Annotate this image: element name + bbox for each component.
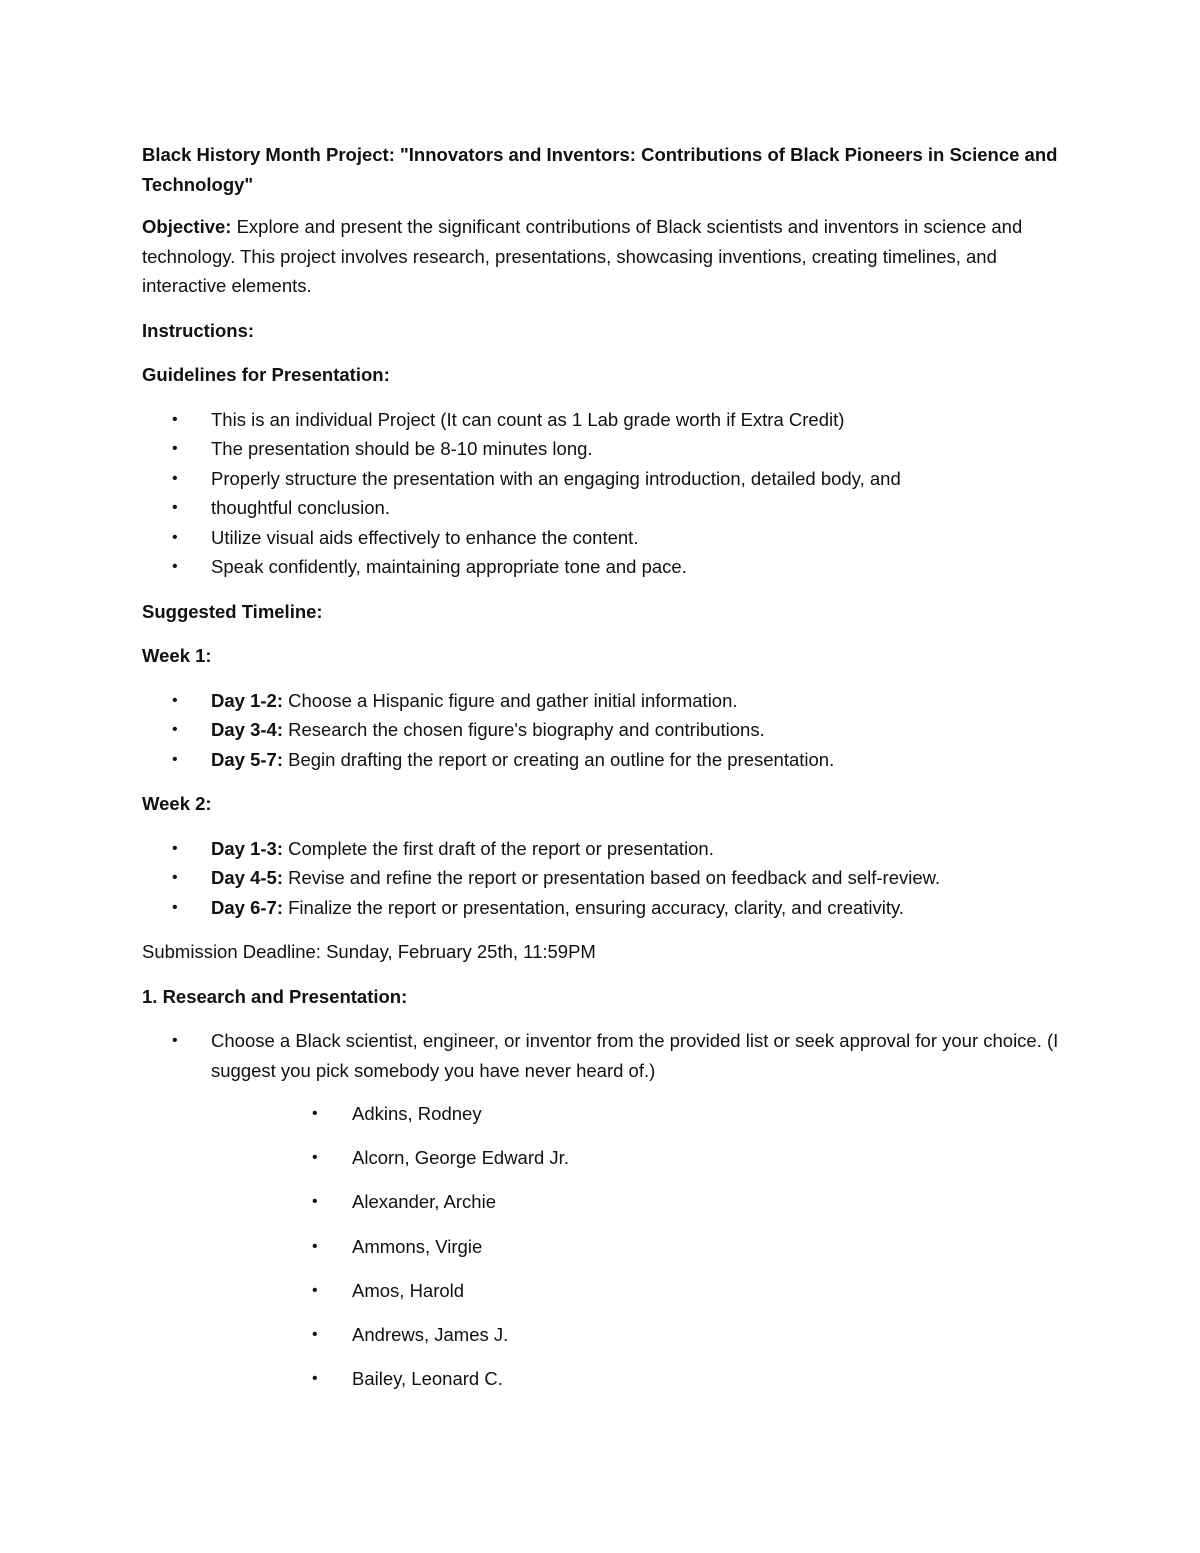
objective-label: Objective: [142, 216, 232, 237]
week-1-list [142, 686, 1062, 775]
document-page [142, 140, 1062, 1409]
instructions-heading: Instructions: [142, 319, 255, 341]
name-item: • Adkins, Rodney [211, 1099, 1062, 1129]
list-item: • Day 3-4: Research the chosen figure's biography and contributions. [142, 715, 1062, 745]
names-list [211, 1099, 1062, 1394]
bullet-icon: • [312, 1370, 318, 1388]
objective-text: Explore and present the significant contributions of Black scientists and inventors in science and technology. This project involves research, presentations, showcasing inventions, creating timelines, and interactive elements. [142, 216, 1023, 296]
bullet-icon: • [172, 839, 178, 857]
name-item: • Amos, Harold [211, 1276, 1062, 1306]
objective-paragraph [142, 212, 1062, 301]
bullet-icon: • [312, 1193, 318, 1211]
bullet-icon: • [312, 1149, 318, 1167]
guidelines-heading: Guidelines for Presentation: [142, 364, 390, 385]
list-item: • Day 1-2: Choose a Hispanic figure and gather initial information. [142, 686, 1062, 716]
list-item: • Properly structure the presentation with an engaging introduction, detailed body, and [142, 464, 1062, 494]
bullet-icon: • [312, 1281, 318, 1299]
list-item: • Choose a Black scientist, engineer, or inventor from the provided list or seek approval for your choice. (I suggest you pick somebody you have never heard of.) • Adkins, Rodney • Alcorn, George Edward Jr. • Alexander, Archie • Ammons, Virgie • Amos, Harold • Andrews, James J. • Bailey, Leonard C. [142, 1026, 1062, 1394]
document-title: Black History Month Project: "Innovators and Inventors: Contributions of Black Pioneers in Science and Technology" [142, 144, 1058, 195]
name-item: • Bailey, Leonard C. [211, 1364, 1062, 1394]
bullet-icon: • [312, 1325, 318, 1343]
list-item: • Day 6-7: Finalize the report or presentation, ensuring accuracy, clarity, and creativity. [142, 893, 1062, 923]
bullet-icon: • [172, 499, 178, 516]
bullet-icon: • [172, 558, 178, 575]
name-item: • Andrews, James J. [211, 1320, 1062, 1350]
list-item: • Day 4-5: Revise and refine the report or presentation based on feedback and self-review. [142, 863, 1062, 893]
name-item: • Alexander, Archie [211, 1187, 1062, 1217]
week-2-list [142, 834, 1062, 923]
bullet-icon: • [172, 898, 178, 916]
timeline-heading: Suggested Timeline: [142, 600, 323, 622]
name-item: • Ammons, Virgie [211, 1232, 1062, 1262]
research-heading: 1. Research and Presentation: [142, 985, 408, 1007]
list-item: • The presentation should be 8-10 minutes long. [142, 434, 1062, 464]
list-item: • Day 5-7: Begin drafting the report or creating an outline for the presentation. [142, 745, 1062, 775]
bullet-icon: • [172, 750, 178, 768]
bullet-icon: • [172, 440, 178, 457]
bullet-icon: • [172, 469, 178, 487]
research-list [142, 1026, 1062, 1394]
bullet-icon: • [312, 1105, 318, 1122]
bullet-icon: • [312, 1237, 318, 1255]
week-2-heading: Week 2: [142, 793, 212, 814]
bullet-icon: • [172, 721, 178, 738]
bullet-icon: • [172, 691, 178, 709]
bullet-icon: • [172, 1032, 178, 1049]
list-item: • Utilize visual aids effectively to enhance the content. [142, 523, 1062, 553]
bullet-icon: • [172, 869, 178, 886]
list-item: • Speak confidently, maintaining appropriate tone and pace. [142, 552, 1062, 582]
bullet-icon: • [172, 410, 178, 428]
list-item: • This is an individual Project (It can count as 1 Lab grade worth if Extra Credit) [142, 405, 1062, 435]
submission-deadline: Submission Deadline: Sunday, February 25th, 11:59PM [142, 941, 596, 962]
list-item: • Day 1-3: Complete the first draft of the report or presentation. [142, 834, 1062, 864]
guidelines-list [142, 405, 1062, 582]
list-item: • thoughtful conclusion. [142, 493, 1062, 523]
bullet-icon: • [172, 528, 178, 546]
week-1-heading: Week 1: [142, 645, 212, 666]
name-item: • Alcorn, George Edward Jr. [211, 1143, 1062, 1173]
